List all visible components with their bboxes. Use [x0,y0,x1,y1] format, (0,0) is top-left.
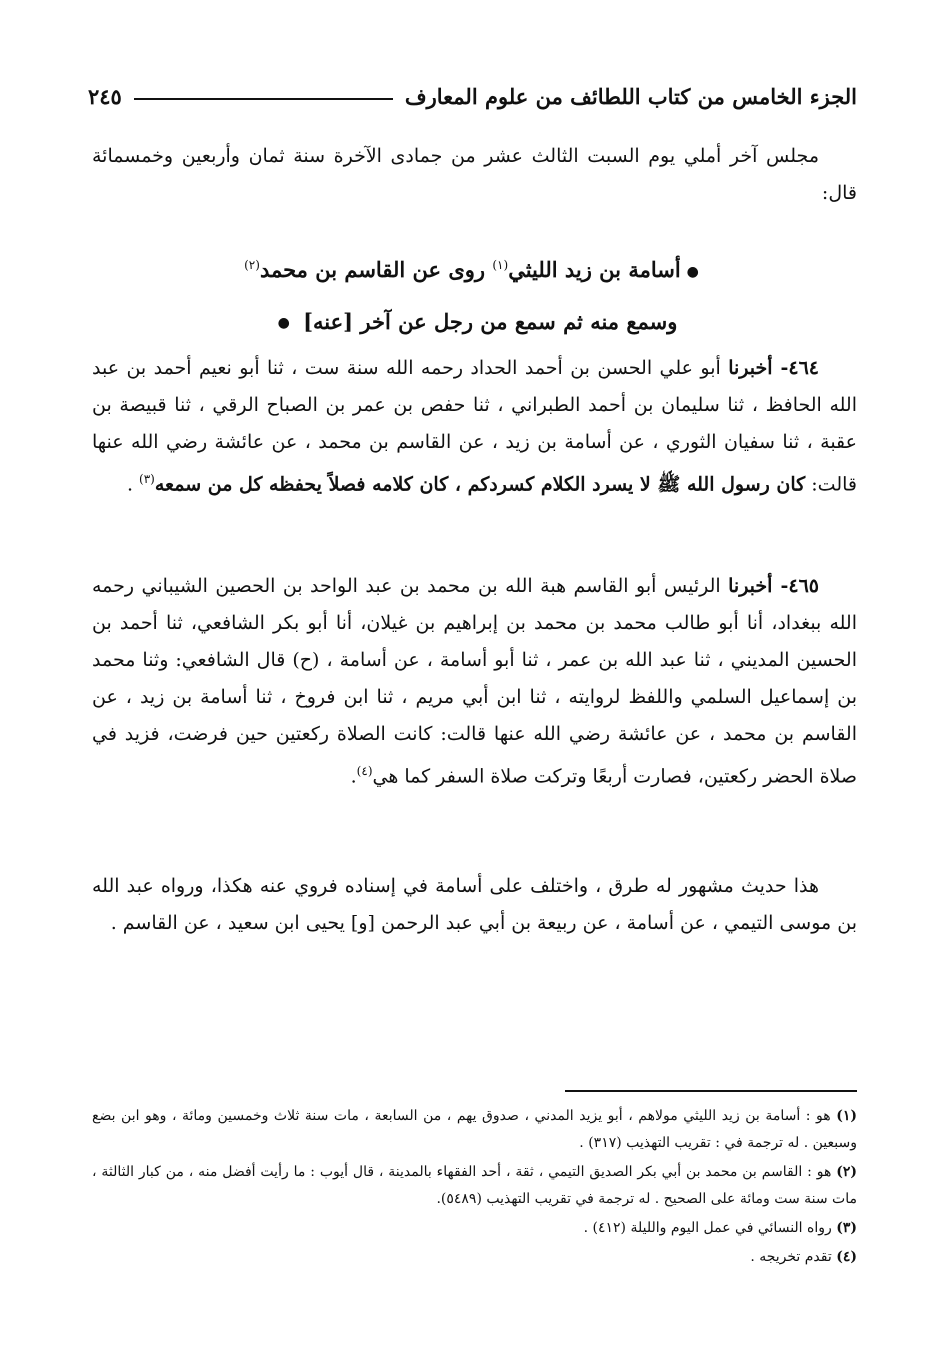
footnote-separator [565,1090,857,1092]
running-title: الجزء الخامس من كتاب اللطائف من علوم المعارف [404,83,857,109]
hadith-464-isnad: أبو علي الحسن بن أحمد الحداد رحمه الله سنة ست ، ثنا أبو نعيم أحمد بن عبد الله الحافظ ، ثنا سليمان بن أحمد الطبراني ، ثنا حفص بن عمر بن الصباح الرقي ، ثنا قبيصة بن عقبة ، ثنا سفيان الثوري ، عن أسامة بن زيد ، عن القاسم بن محمد ، عن عائشة رضي الله عنها قالت: [92,357,857,496]
hadith-464-number: ٤٦٤- أخبرنا [728,357,819,379]
hadith-464 [92,350,857,503]
page-number: ٢٤٥ [88,83,122,109]
hadith-464-end: . [126,473,133,496]
chapter-line-1 [92,240,857,297]
bullet-icon: ● [277,315,290,331]
footnote-ref-4: (٤) [356,764,373,778]
chapter-heading [92,240,857,348]
footnote-text: تقدم تخريجه . [750,1249,832,1265]
footnote-ref-1: (١) [492,258,509,272]
chapter-narrates-from: روى عن القاسم بن محمد [259,257,486,282]
footnote-mark: (٤) [836,1249,857,1265]
hadith-465-number: ٤٦٥- أخبرنا [728,575,819,597]
footnote-4 [92,1244,857,1271]
footnote-1 [92,1103,857,1157]
hadith-465-end: . [350,765,357,788]
majlis-intro: مجلس آخر أملي يوم السبت الثالث عشر من جمادى الآخرة سنة ثمان وأربعين وخمسمائة قال: [92,145,857,204]
footnote-mark: (٢) [836,1164,858,1180]
commentary-paragraph [92,868,857,942]
footnote-text: هو : القاسم بن محمد بن أبي بكر الصديق التيمي ، ثقة ، أحد الفقهاء بالمدينة ، قال أيوب : ما رأيت أفضل منه ، من كبار الثالثة ، مات سنة ست ومائة على الصحيح . له ترجمة في تقريب التهذيب (٥٤٨٩). [92,1164,857,1207]
commentary-text: هذا حديث مشهور له طرق ، واختلف على أسامة في إسناده فروي عنه هكذا، ورواه عبد الله بن موسى التيمي ، عن أسامة ، عن ربيعة بن أبي عبد الرحمن [و] يحيى ابن سعيد ، عن القاسم . [92,875,857,934]
footnote-ref-2: (٢) [244,258,260,272]
footnote-text: هو : أسامة بن زيد الليثي مولاهم ، أبو يزيد المدني ، صدوق يهم ، من السابعة ، مات سنة ثلاث وخمسين ومائة ، وهو ابن بضع وسبعين . له ترجمة في : تقريب التهذيب (٣١٧) . [92,1108,857,1151]
footnote-3 [92,1215,857,1242]
page-header [88,78,857,114]
hadith-465 [92,568,857,795]
footnote-text: رواه النسائي في عمل اليوم والليلة (٤١٢) . [583,1220,832,1236]
header-rule [134,98,393,100]
footnote-ref-3: (٣) [139,472,155,486]
footnote-2 [92,1159,857,1213]
chapter-narrator: أسامة بن زيد الليثي [508,257,681,282]
chapter-line-2 [92,297,857,349]
footnotes [92,1103,857,1273]
chapter-line-2-text: وسمع منه ثم سمع من رجل عن آخر [عنه] [303,308,678,334]
bullet-icon: ● [686,263,699,280]
hadith-464-matn: كان رسول الله ﷺ لا يسرد الكلام كسردكم ، كان كلامه فصلاً يحفظه كل من سمعه [154,473,806,496]
footnote-mark: (١) [836,1108,857,1124]
footnote-mark: (٣) [836,1220,857,1236]
hadith-465-text: الرئيس أبو القاسم هبة الله بن محمد بن عبد الواحد بن الحصين الشيباني رحمه الله ببغداد، أنا أبو طالب محمد بن محمد بن إبراهيم بن غيلان، أنا أبو بكر الشافعي، ثنا أحمد بن الحسين المديني ، ثنا عبد الله بن عمر ، ثنا أبو أسامة ، عن أسامة ، (ح) قال الشافعي: وثنا محمد بن إسماعيل السلمي واللفظ لروايته ، ثنا ابن أبي مريم ، ثنا ابن فروخ ، ثنا أسامة بن زيد ، عن القاسم بن محمد ، عن عائشة رضي الله عنها قالت: كانت الصلاة ركعتين حين فرضت، فزيد في صلاة الحضر ركعتين، فصارت أربعًا وتركت صلاة السفر كما هي [92,575,857,788]
